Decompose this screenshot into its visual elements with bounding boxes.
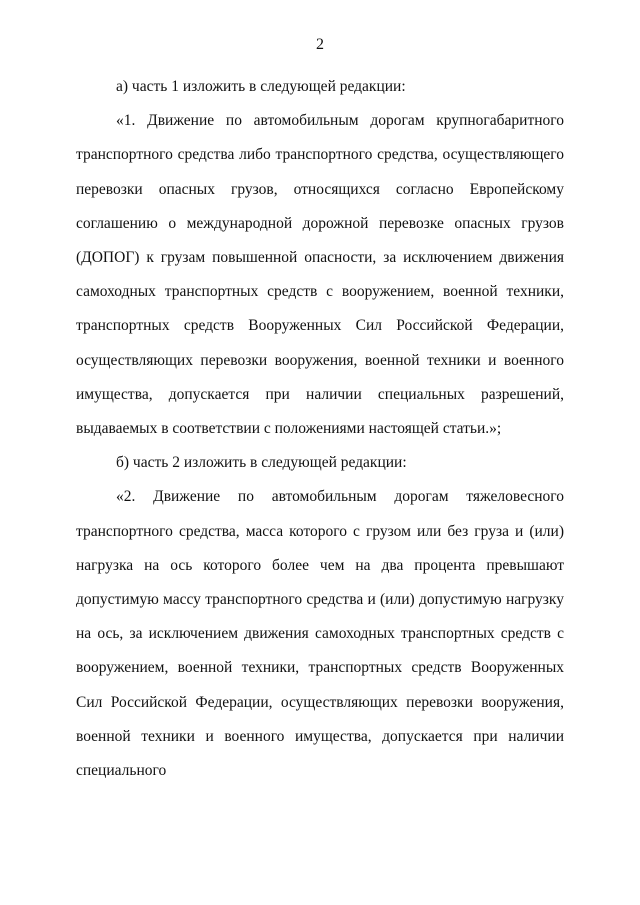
paragraph-amendment-b: б) часть 2 изложить в следующей редакции: — [116, 454, 407, 472]
page-number: 2 — [316, 36, 324, 53]
paragraph-amendment-a: а) часть 1 изложить в следующей редакции: — [116, 78, 406, 95]
document-body — [76, 70, 564, 788]
paragraph-part-1-text: «1. Движение по автомобильным дорогам крупногабаритного транспортного средства либо транспортного средства, осуществляющего перевозки опасных грузов, относящихся согласно Европейскому соглашению о международной дорожной перевозке опасных грузов (ДОПОГ) к грузам повышенной опасности, за исключением движения самоходных транспортных средств с вооружением, военной техники, транспортных средств Вооруженных Сил Российской Федерации, осуществляющих перевозки вооружения, военной техники и военного имущества, допускается при наличии специальных разрешений, выдаваемых в соответствии с положениями настоящей статьи.»; — [76, 112, 564, 438]
paragraph-part-2-text: «2. Движение по автомобильным дорогам тяжеловесного транспортного средства, масса которого с грузом или без груза и (или) нагрузка на ось которого более чем на два процента превышают допустимую массу транспортного средства и (или) допустимую нагрузку на ось, за исключением движения самоходных транспортных средств с вооружением, военной техники, транспортных средств Вооруженных Сил Российской Федерации, осуществляющих перевозки вооружения, военной техники и военного имущества, допускается при наличии специального — [76, 488, 564, 780]
